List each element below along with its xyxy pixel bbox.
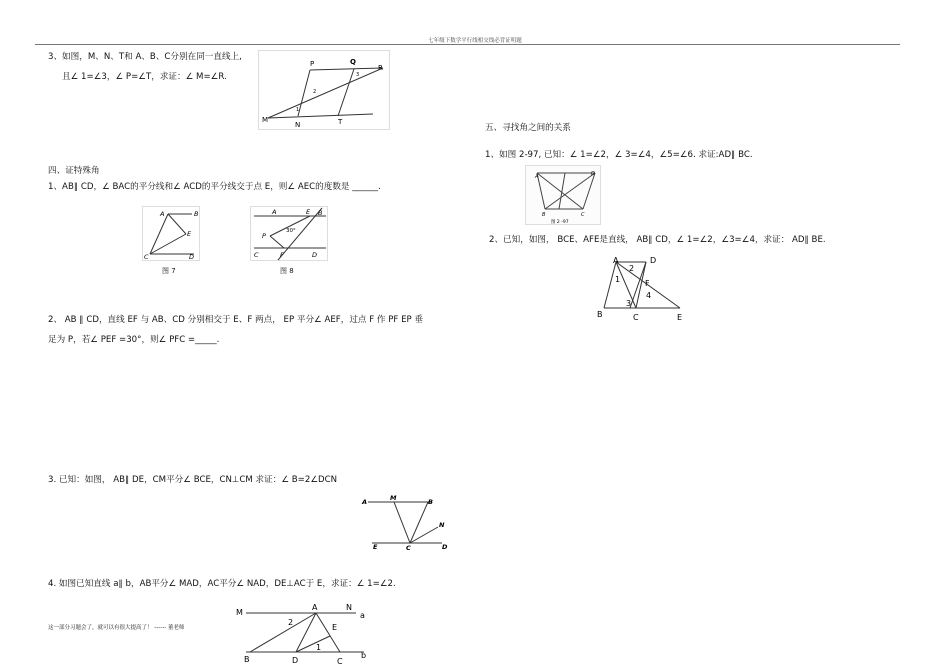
- figure-q4: [234, 600, 374, 670]
- svg-text:M: M: [236, 608, 243, 617]
- fig-label-R: R: [378, 64, 383, 72]
- svg-text:E: E: [332, 623, 338, 632]
- figure-2-97: [525, 165, 601, 225]
- svg-text:A: A: [272, 208, 277, 216]
- svg-text:D: D: [292, 656, 299, 665]
- svg-text:P: P: [262, 232, 266, 240]
- svg-text:3: 3: [626, 299, 632, 308]
- svg-text:N: N: [346, 603, 352, 612]
- fig-label-Q: Q: [350, 58, 356, 66]
- svg-text:F: F: [645, 279, 650, 288]
- svg-text:C: C: [254, 251, 259, 259]
- svg-text:E: E: [373, 543, 378, 551]
- svg-text:1: 1: [316, 643, 322, 652]
- svg-text:A: A: [613, 256, 619, 265]
- svg-text:2: 2: [288, 618, 294, 627]
- fig-label-M: M: [262, 116, 269, 124]
- figure-q3-top: [258, 50, 390, 130]
- svg-text:M: M: [390, 494, 397, 502]
- svg-text:A: A: [362, 498, 368, 506]
- fig-label-2: 2: [313, 89, 317, 95]
- svg-text:D: D: [312, 251, 318, 259]
- fig-label-N: N: [295, 121, 301, 129]
- svg-text:a: a: [360, 611, 365, 620]
- q4-text: 4. 如图已知直线 a∥ b，AB平分∠ MAD，AC平分∠ NAD，DE⊥AC于 E，求证：∠ 1=∠2.: [48, 579, 396, 589]
- fig-label-P: P: [310, 60, 315, 68]
- svg-text:2: 2: [629, 264, 635, 273]
- section5-title: 五、寻找角之间的关系: [485, 123, 571, 133]
- svg-text:1: 1: [615, 275, 621, 284]
- header-rule: [35, 44, 900, 45]
- fig7-caption: 图 7: [162, 267, 176, 275]
- figure-r-q2: [592, 252, 692, 324]
- svg-text:D: D: [189, 253, 195, 261]
- page-header: 七年级下数学平行线相交线必背证明题: [428, 38, 522, 44]
- svg-text:A: A: [312, 603, 318, 612]
- svg-text:E: E: [187, 230, 192, 238]
- footer-note: 这一部分习题会了，就可以有很大提高了！ ------ 董老师: [48, 625, 185, 631]
- svg-text:A: A: [160, 210, 165, 218]
- svg-text:D: D: [442, 543, 448, 551]
- q2-line2: 足为 P，若∠ PEF =30°，则∠ PFC =_____.: [48, 335, 220, 345]
- q3-text: 3. 已知：如图， AB∥ DE，CM平分∠ BCE，CN⊥CM 求证：∠ B=2∠DCN: [48, 475, 338, 485]
- fig-label-T: T: [338, 118, 343, 126]
- r-q1-text: 1、如图 2-97, 已知：∠ 1=∠2，∠ 3=∠4，∠5=∠6. 求证:AD∥ BC.: [485, 150, 753, 160]
- svg-text:A: A: [535, 174, 539, 180]
- svg-text:D: D: [591, 171, 595, 177]
- fig-label-3: 3: [356, 72, 360, 78]
- q3-top-line2: 且∠ 1=∠3，∠ P=∠T，求证：∠ M=∠R.: [62, 72, 227, 82]
- svg-text:N: N: [439, 521, 445, 529]
- svg-text:B: B: [597, 310, 603, 319]
- svg-text:C: C: [406, 544, 411, 551]
- svg-text:B: B: [542, 212, 546, 218]
- svg-text:B: B: [194, 210, 199, 218]
- q2-line1: 2、 AB ∥ CD，直线 EF 与 AB、CD 分别相交于 E、F 两点， EP 平分∠ AEF，过点 F 作 PF EP 垂: [48, 315, 424, 325]
- svg-text:C: C: [144, 253, 149, 261]
- svg-text:30°: 30°: [286, 228, 296, 234]
- svg-text:B: B: [318, 209, 323, 217]
- svg-text:B: B: [428, 498, 433, 506]
- svg-text:E: E: [677, 313, 683, 322]
- q1-text: 1、AB∥ CD，∠ BAC的平分线和∠ ACD的平分线交于点 E，则∠ AEC的度数是 ______.: [48, 182, 381, 192]
- svg-text:b: b: [361, 651, 367, 660]
- svg-text:C: C: [581, 212, 585, 218]
- figure-8: [250, 206, 328, 261]
- q3-top-line1: 3、如图，M、N、T和 A、B、C分别在同一直线上,: [48, 52, 242, 62]
- svg-text:C: C: [633, 313, 639, 322]
- svg-text:C: C: [337, 657, 343, 666]
- svg-text:F: F: [280, 251, 284, 259]
- figure-7: [142, 206, 200, 261]
- section4-title: 四、证特殊角: [48, 166, 100, 176]
- figure-q3: [360, 493, 452, 551]
- svg-text:D: D: [650, 256, 657, 265]
- r-q2-text: 2、已知，如图， BCE、AFE是直线， AB∥ CD，∠ 1=∠2，∠3=∠4，求证： AD∥ BE.: [489, 235, 826, 245]
- fig-label-1: 1: [296, 107, 300, 113]
- svg-text:E: E: [306, 208, 311, 216]
- svg-text:图 2 -97: 图 2 -97: [551, 220, 569, 225]
- fig8-caption: 图 8: [280, 267, 294, 275]
- svg-text:B: B: [244, 655, 250, 664]
- svg-text:4: 4: [646, 291, 652, 300]
